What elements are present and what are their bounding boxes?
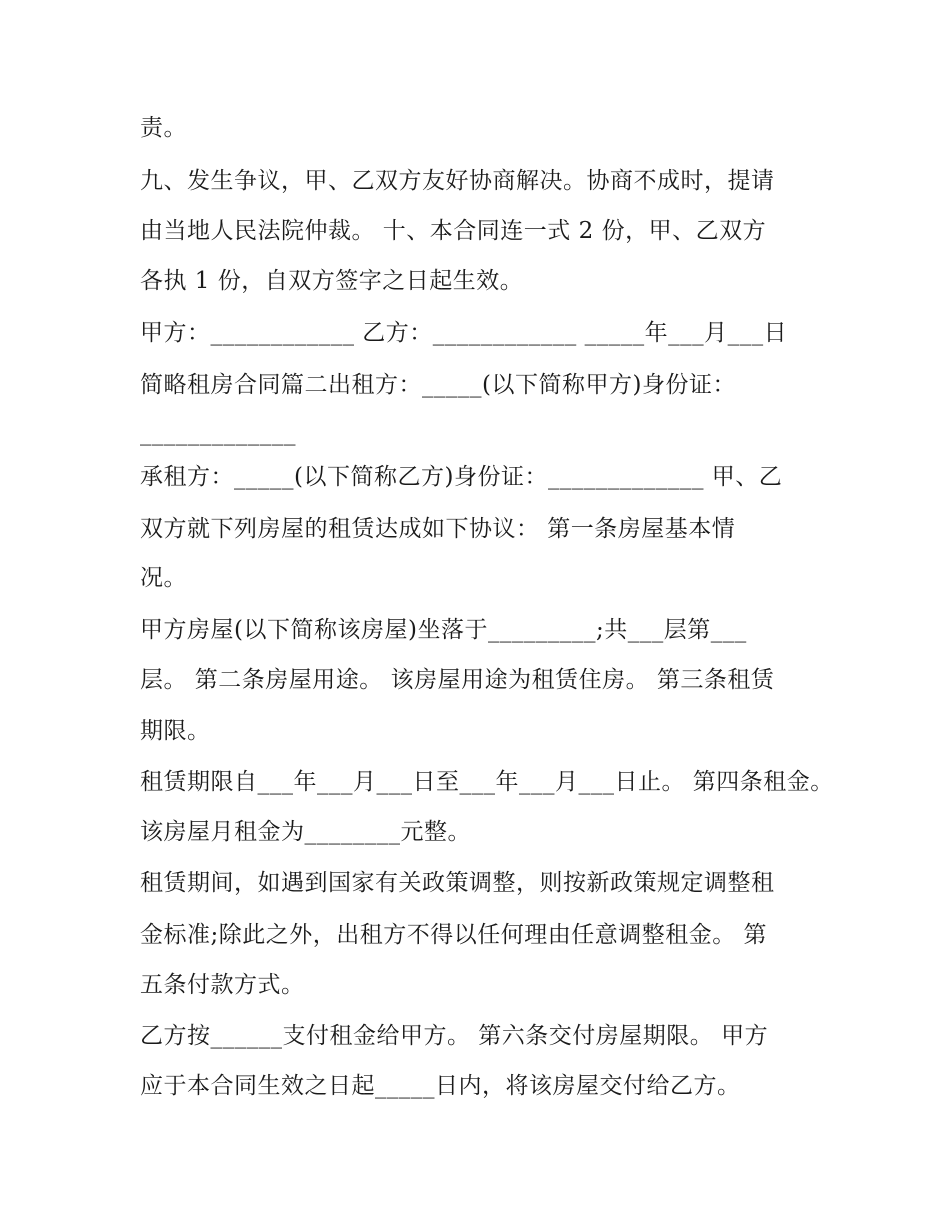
text-line: 由当地人民法院仲裁。 十、本合同连一式 2 份，甲、乙双方 xyxy=(140,218,767,244)
text-line: 期限。 xyxy=(140,718,211,744)
text-line: _____________ xyxy=(140,420,296,446)
text-line: 应于本合同生效之日起_____日内，将该房屋交付给乙方。 xyxy=(140,1073,741,1099)
text-line: 各执 1 份，自双方签字之日起生效。 xyxy=(140,268,524,294)
text-line: 承租方：_____(以下简称乙方)身份证：_____________ 甲、乙 xyxy=(140,464,783,490)
text-line: 责。 xyxy=(140,115,187,141)
text-line: 乙方按______支付租金给甲方。 第六条交付房屋期限。 甲方 xyxy=(140,1023,769,1049)
text-line: 租赁期限自___年___月___日至___年___月___日止。 第四条租金。 xyxy=(140,769,834,795)
text-line: 简略租房合同篇二出租方：_____(以下简称甲方)身份证： xyxy=(140,372,736,398)
text-line: 层。 第二条房屋用途。 该房屋用途为租赁住房。 第三条租赁 xyxy=(140,667,775,693)
text-line: 该房屋月租金为________元整。 xyxy=(140,819,471,845)
text-line: 甲方房屋(以下简称该房屋)坐落于_________;共___层第___ xyxy=(140,617,747,643)
text-line: 金标准;除此之外，出租方不得以任何理由任意调整租金。 第 xyxy=(140,922,768,948)
text-line: 租赁期间，如遇到国家有关政策调整，则按新政策规定调整租 xyxy=(140,870,775,896)
text-line: 九、发生争议，甲、乙双方友好协商解决。协商不成时，提请 xyxy=(140,168,775,194)
text-line: 双方就下列房屋的租赁达成如下协议： 第一条房屋基本情 xyxy=(140,516,736,542)
text-line: 五条付款方式。 xyxy=(140,972,305,998)
text-line: 况。 xyxy=(140,565,187,591)
text-line: 甲方：____________ 乙方：____________ _____年___月___日 xyxy=(140,320,788,346)
